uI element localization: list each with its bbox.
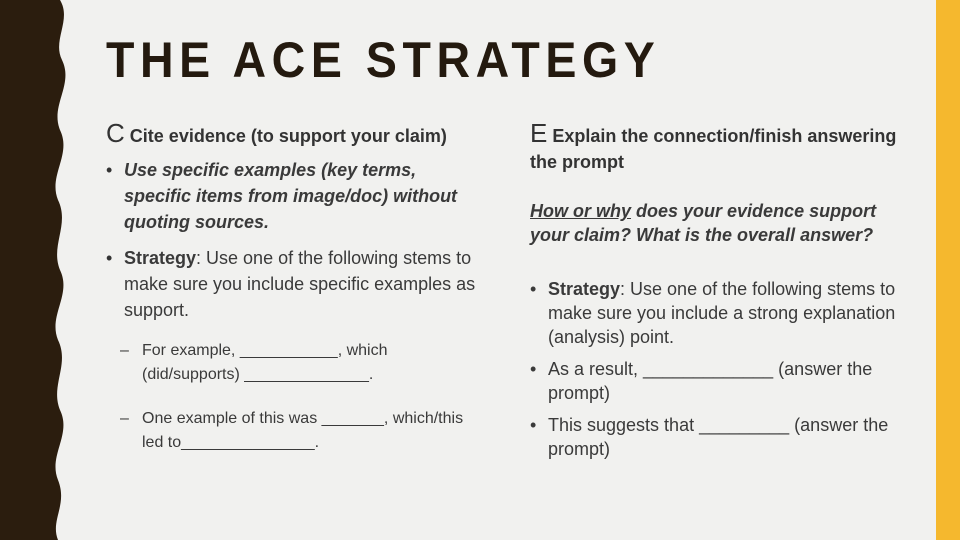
cite-stem-2: – One example of this was _______, which/this led to_______________. [106, 407, 486, 455]
explain-letter: E [530, 118, 548, 148]
cite-heading-text: Cite evidence (to support your claim) [129, 126, 447, 146]
cite-column [106, 120, 486, 455]
slide-title: THE ACE STRATEGY [106, 32, 661, 88]
explain-heading-text: Explain the connection/finish answering the prompt [530, 126, 897, 172]
right-accent-band [936, 0, 960, 540]
cite-bullets [106, 157, 486, 455]
explain-bullets [530, 277, 910, 461]
explain-column [530, 120, 910, 461]
cite-bullet-examples: • Use specific examples (key terms, specific items from image/doc) without quoting sources. [106, 157, 486, 235]
explain-heading [530, 120, 910, 175]
cite-stem-1: – For example, ___________, which (did/supports) ______________. [106, 339, 486, 387]
explain-question: How or why does your evidence support your claim? What is the overall answer? [530, 201, 877, 245]
cite-bullet-strategy: • Strategy: Use one of the following stems to make sure you include specific examples as support. – For example, ___________, which (did/supports) ______________. – One example of this was _______, which/this led to_______________. [106, 245, 486, 455]
explain-bullet-suggests: • This suggests that _________ (answer the prompt) [530, 413, 910, 461]
cite-heading [106, 120, 486, 149]
left-decorative-band [0, 0, 80, 540]
cite-letter: C [106, 118, 125, 148]
cite-stems [106, 339, 486, 455]
explain-bullet-strategy: • Strategy: Use one of the following stems to make sure you include a strong explanation (analysis) point. [530, 277, 910, 349]
explain-bullet-result: • As a result, _____________ (answer the prompt) [530, 357, 910, 405]
